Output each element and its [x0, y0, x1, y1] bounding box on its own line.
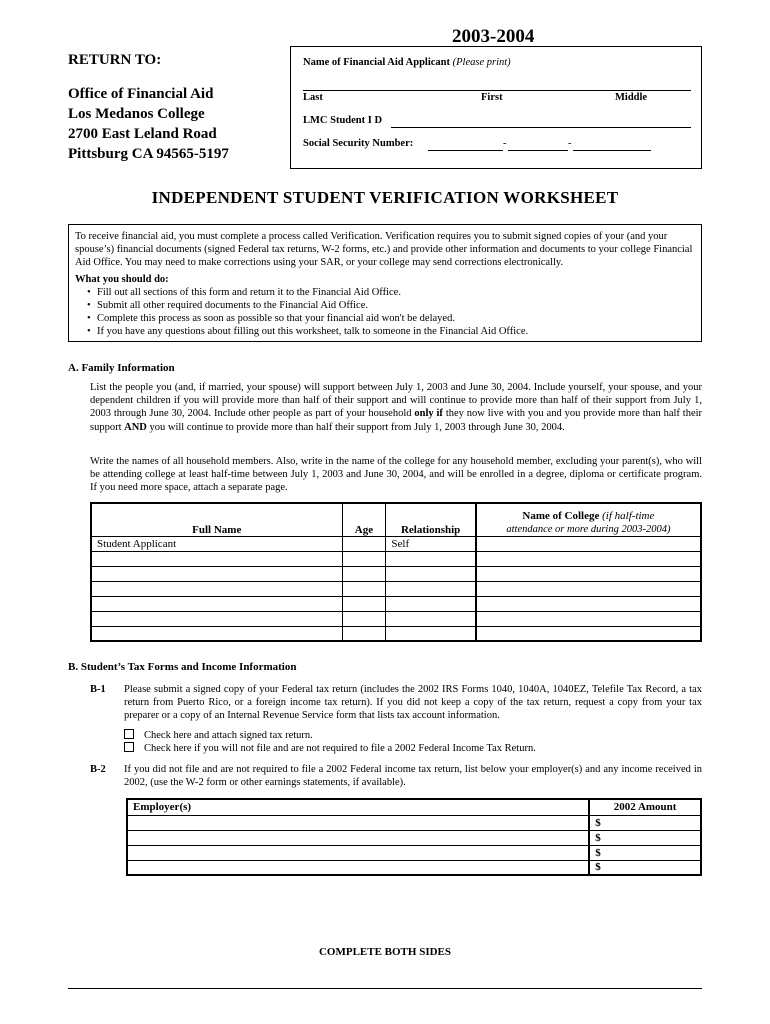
table-row[interactable]	[91, 596, 701, 611]
ssn-line-2[interactable]	[508, 150, 568, 151]
first-name-label: First	[481, 92, 503, 103]
address-line: Los Medanos College	[68, 106, 205, 122]
student-id-label: LMC Student I D	[303, 115, 383, 126]
what-to-do-label: What you should do:	[75, 274, 169, 285]
address-line: Pittsburg CA 94565-5197	[68, 146, 229, 162]
student-id-line[interactable]	[391, 127, 691, 128]
last-name-label: Last	[303, 92, 323, 103]
checkbox-attach-return[interactable]: Check here and attach signed tax return.	[124, 729, 313, 741]
table-row[interactable]	[91, 611, 701, 626]
applicant-name-line[interactable]	[303, 90, 691, 91]
instructions-list	[75, 286, 695, 338]
relationship-cell: Self	[386, 536, 476, 551]
list-item: • If you have any questions about filling out this worksheet, talk to someone in the Financial Aid Office.	[97, 325, 695, 338]
table-row[interactable]	[91, 551, 701, 566]
table-row[interactable]	[91, 566, 701, 581]
address-line: 2700 East Leland Road	[68, 126, 217, 142]
col-relationship: Relationship	[386, 503, 476, 536]
form-title: INDEPENDENT STUDENT VERIFICATION WORKSHEET	[151, 188, 619, 207]
col-employer: Employer(s)	[127, 799, 589, 815]
form-year: 2003-2004	[452, 26, 535, 47]
section-b-heading: B. Student’s Tax Forms and Income Information	[68, 661, 297, 673]
dollar-sign: $	[589, 815, 701, 830]
table-row	[91, 536, 701, 551]
list-item: • Fill out all sections of this form and return it to the Financial Aid Office.	[97, 286, 695, 299]
college-cell[interactable]	[476, 536, 701, 551]
table-row[interactable]	[127, 860, 701, 875]
b2-label: B-2	[90, 764, 106, 775]
table-row[interactable]	[91, 581, 701, 596]
table-row[interactable]	[91, 626, 701, 641]
list-item: • Complete this process as soon as possible so that your financial aid won't be delayed.	[97, 312, 695, 325]
dollar-sign: $	[589, 845, 701, 860]
bottom-rule	[68, 988, 702, 989]
table-row[interactable]	[127, 845, 701, 860]
col-full-name: Full Name	[91, 503, 342, 536]
checkbox-icon[interactable]	[124, 742, 134, 752]
return-address	[68, 84, 229, 164]
intro-box	[68, 224, 702, 342]
col-college: Name of College (if half-time attendance or more during 2003-2004)	[476, 503, 701, 536]
ssn-line-3[interactable]	[573, 150, 651, 151]
student-applicant-cell: Student Applicant	[91, 536, 342, 551]
employer-table	[126, 798, 702, 876]
address-line: Office of Financial Aid	[68, 86, 214, 102]
section-a-paragraph-1: List the people you (and, if married, your spouse) will support between July 1, 2003 and June 30, 2004. Include yourself, your spouse, and your dependent children if you will provide more than half of their support and will continue to provide more than half of their support from July 1, 2003 through June 30, 2004. Include other people as part of your household only if they now live with you and you provide more than half their support AND you will continue to provide more than half their support from July 1, 2003 through June 30, 2004.	[90, 382, 703, 433]
table-row[interactable]	[127, 830, 701, 845]
return-to-label: RETURN TO:	[68, 52, 162, 68]
section-a-paragraph-2: Write the names of all household members. Also, write in the name of the college for any household member, excluding your parent(s), who will be attending college at least half-time between July 1, 2003 and June 30, 2004, and will be enrolled in a degree, diploma or certificate program. If you need more space, attach a separate page.	[90, 456, 702, 494]
b1-text: Please submit a signed copy of your Federal tax return (includes the 2002 IRS Forms 1040, 1040A, 1040EZ, Telefile Tax Record, a tax return from Puerto Rico, or a foreign income tax return). If you did not keep a copy of the tax return, request a copy from your tax preparer or a copy of an Internal Revenue Service form that lists tax account information.	[124, 684, 702, 722]
household-table	[90, 502, 702, 642]
col-amount: 2002 Amount	[589, 799, 701, 815]
checkbox-icon[interactable]	[124, 729, 134, 739]
b1-label: B-1	[90, 684, 106, 695]
ssn-line-1[interactable]	[428, 150, 503, 151]
section-a-heading: A. Family Information	[68, 362, 175, 374]
table-row[interactable]	[127, 815, 701, 830]
ssn-label: Social Security Number:	[303, 138, 414, 149]
applicant-info-box: Name of Financial Aid Applicant (Please print) Last First Middle LMC Student I D Social Security Number: - -	[290, 46, 702, 169]
age-cell[interactable]	[342, 536, 386, 551]
middle-name-label: Middle	[615, 92, 648, 103]
checkbox-not-filing[interactable]: Check here if you will not file and are not required to file a 2002 Federal Income Tax Return.	[124, 742, 536, 754]
b2-text: If you did not file and are not required to file a 2002 Federal income tax return, list below your employer(s) and any income received in 2002, (use the W-2 form or other earnings statements, if available).	[124, 764, 702, 789]
col-age: Age	[342, 503, 386, 536]
intro-text: To receive financial aid, you must complete a process called Verification. Verification requires you to submit signed copies of your (and your spouse’s) financial documents (signed Federal tax returns, W-2 forms, etc.) and provide other information and documents to your college Financial Aid Office. You may need to make corrections using your SAR, or your college may send corrections electronically.	[75, 231, 693, 268]
dollar-sign: $	[589, 830, 701, 845]
dollar-sign: $	[589, 860, 701, 875]
footer-note: COMPLETE BOTH SIDES	[318, 946, 452, 958]
list-item: • Submit all other required documents to the Financial Aid Office.	[97, 299, 695, 312]
applicant-name-label: Name of Financial Aid Applicant (Please print)	[303, 57, 511, 68]
